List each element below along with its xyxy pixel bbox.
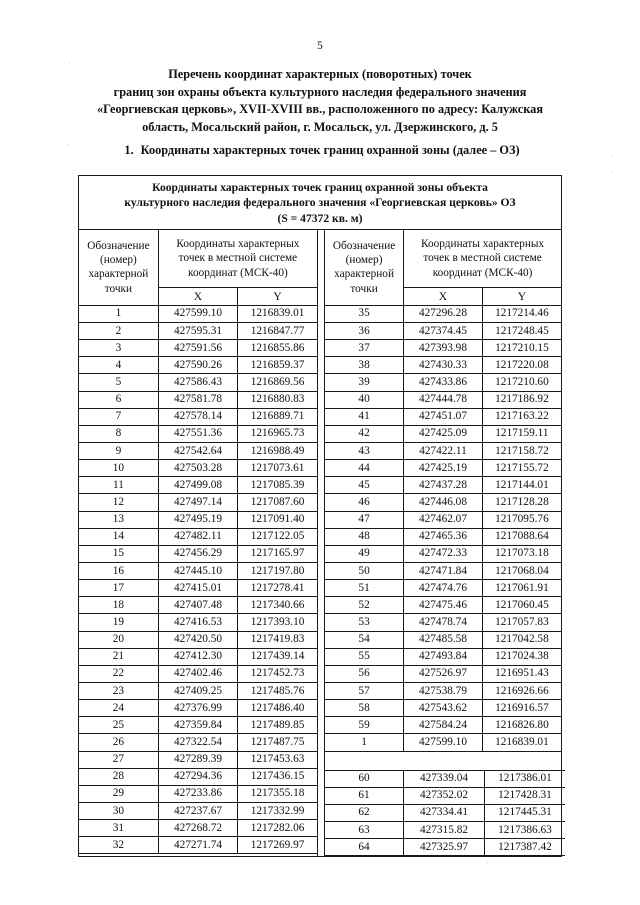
cell-y: 1217278.41 [238,580,317,597]
cell-y: 1217386.63 [485,821,566,838]
table-row [325,682,561,699]
cell-n: 28 [79,768,158,785]
cell-n: 60 [325,770,404,787]
table-row [79,511,317,528]
cell-x: 427296.28 [404,305,483,322]
cell-y: 1216869.56 [238,374,317,391]
cell-n: 3 [79,340,158,357]
cell-n: 26 [79,734,158,751]
cell-x: 427495.19 [158,511,237,528]
scan-speckle [612,155,613,156]
cell-x: 427352.02 [404,787,485,804]
cell-x: 427325.97 [404,839,485,856]
cell-n: 54 [325,631,404,648]
table-row [79,408,317,425]
cell-y: 1217095.76 [482,511,561,528]
cell-n: 41 [325,408,404,425]
cell-x: 427591.56 [158,340,237,357]
cell-n: 1 [325,734,404,751]
cell-y: 1217186.92 [482,391,561,408]
table-row [79,323,317,340]
cell-x: 427485.58 [404,631,483,648]
cell-x: 427415.01 [158,580,237,597]
table-row [79,665,317,682]
cell-x: 427538.79 [404,682,483,699]
cell-n: 43 [325,443,404,460]
table-row [79,374,317,391]
cell-y: 1217155.72 [482,460,561,477]
cell-n: 22 [79,665,158,682]
cell-y: 1217269.97 [238,837,317,854]
cell-x: 427456.29 [158,545,237,562]
table-row [79,425,317,442]
table-row [79,460,317,477]
cell-y: 1217489.85 [238,717,317,734]
table-row [325,477,561,494]
cell-y: 1217122.05 [238,528,317,545]
cell-y: 1217087.60 [238,494,317,511]
table-row [79,563,317,580]
cell-n: 55 [325,648,404,665]
table-row [325,614,561,631]
table-row [325,597,561,614]
cell-x: 427268.72 [158,820,237,837]
cell-y: 1216855.86 [238,340,317,357]
page-number: 5 [317,40,323,52]
cell-y: 1216889.71 [238,408,317,425]
cell-y: 1217060.45 [482,597,561,614]
cell-y: 1216847.77 [238,323,317,340]
cell-n: 4 [79,357,158,374]
cell-n: 64 [325,839,404,856]
cell-x: 427446.08 [404,494,483,511]
right-y-header: Y [482,287,561,305]
table-row [325,665,561,682]
cell-n: 15 [79,545,158,562]
cell-x: 427294.36 [158,768,237,785]
table-row [79,837,317,854]
table-row [79,648,317,665]
table-row [325,443,561,460]
left-y-header: Y [238,287,317,305]
cell-x: 427595.31 [158,323,237,340]
cell-y: 1217214.46 [482,305,561,322]
cell-x: 427339.04 [404,770,485,787]
table-row [79,734,317,751]
cell-x: 427271.74 [158,837,237,854]
cell-n: 32 [79,837,158,854]
cell-n: 52 [325,597,404,614]
cell-x: 427586.43 [158,374,237,391]
cell-n: 37 [325,340,404,357]
cell-y: 1217248.45 [482,323,561,340]
right-table-head [325,230,561,306]
table-row [79,614,317,631]
cell-x: 427409.25 [158,682,237,699]
cell-x: 427374.45 [404,323,483,340]
table-row [325,734,561,751]
cell-n: 56 [325,665,404,682]
cell-n: 1 [79,305,158,322]
section-number: 1. [124,143,134,157]
table-row [325,391,561,408]
table-row [79,477,317,494]
cell-x: 427393.98 [404,340,483,357]
cell-n: 30 [79,802,158,819]
cell-n: 18 [79,597,158,614]
cell-y: 1216988.49 [238,443,317,460]
table-row [325,563,561,580]
cell-n: 49 [325,545,404,562]
cell-y: 1217355.18 [238,785,317,802]
cell-n: 25 [79,717,158,734]
cell-n: 6 [79,391,158,408]
cell-y: 1217428.31 [485,787,566,804]
table-row [325,580,561,597]
left-table-column [79,230,317,855]
left-table-body [79,305,317,854]
cell-y: 1217073.61 [238,460,317,477]
cell-n: 53 [325,614,404,631]
cell-x: 427551.36 [158,425,237,442]
cell-n: 62 [325,804,404,821]
cell-x: 427472.33 [404,545,483,562]
cell-n: 13 [79,511,158,528]
section-title: Координаты характерных точек границ охранной зоны (далее – ОЗ) [140,143,520,157]
cell-n: 8 [79,425,158,442]
cell-y: 1217486.40 [238,700,317,717]
table-row [325,494,561,511]
right-x-header: X [404,287,483,305]
cell-y: 1217197.80 [238,563,317,580]
cell-n: 63 [325,821,404,838]
section-heading [62,142,582,158]
document-title-line-2: границ зон охраны объекта культурного наследия федерального значения [113,84,527,99]
cell-y: 1217042.58 [482,631,561,648]
cell-y: 1217445.31 [485,804,566,821]
cell-x: 427412.30 [158,648,237,665]
table-row [79,700,317,717]
cell-y: 1216951.43 [482,665,561,682]
cell-n: 24 [79,700,158,717]
cell-y: 1217061.91 [482,580,561,597]
cell-y: 1217085.39 [238,477,317,494]
table-row [79,580,317,597]
table-row [79,717,317,734]
cell-x: 427444.78 [404,391,483,408]
scan-speckle [612,172,613,173]
cell-y: 1217386.01 [485,770,566,787]
table-row [325,305,561,322]
cell-y: 1217452.73 [238,665,317,682]
table-row [325,425,561,442]
cell-n: 17 [79,580,158,597]
cell-n: 59 [325,717,404,734]
cell-n: 36 [325,323,404,340]
cell-y: 1217091.40 [238,511,317,528]
table-caption-line-2: культурного наследия федерального значения «Георгиевская церковь» ОЗ [124,196,516,210]
cell-n: 44 [325,460,404,477]
scan-speckle [67,144,68,145]
cell-y: 1217144.01 [482,477,561,494]
right-header-row-group [325,230,561,288]
cell-n: 14 [79,528,158,545]
cell-n: 7 [79,408,158,425]
cell-y: 1217057.83 [482,614,561,631]
cell-y: 1217068.04 [482,563,561,580]
cell-y: 1217487.75 [238,734,317,751]
cell-y: 1216839.01 [238,305,317,322]
table-row [79,802,317,819]
cell-x: 427322.54 [158,734,237,751]
cell-n: 10 [79,460,158,477]
cell-n: 38 [325,357,404,374]
cell-x: 427581.78 [158,391,237,408]
cell-n: 2 [79,323,158,340]
cell-y: 1217436.15 [238,768,317,785]
table-row [79,820,317,837]
cell-y: 1217024.38 [482,648,561,665]
cell-x: 427425.19 [404,460,483,477]
cell-x: 427475.46 [404,597,483,614]
table-divider-column [317,230,325,856]
table-row [325,460,561,477]
cell-n: 45 [325,477,404,494]
cell-y: 1217210.15 [482,340,561,357]
table-row [79,391,317,408]
right-point-header: Обозначение (номер) характерной точки [325,230,404,306]
cell-x: 427542.64 [158,443,237,460]
cell-x: 427402.46 [158,665,237,682]
cell-y: 1216965.73 [238,425,317,442]
table-row [325,804,565,821]
left-coordinates-table [79,230,317,855]
cell-y: 1217088.64 [482,528,561,545]
cell-y: 1217387.42 [485,839,566,856]
left-coords-header: Координаты характерных точек в местной системе координат (МСК-40) [158,230,317,288]
table-row [79,545,317,562]
right-coordinates-table [325,230,561,752]
cell-n: 5 [79,374,158,391]
cell-x: 427233.86 [158,785,237,802]
cell-x: 427499.08 [158,477,237,494]
cell-n: 58 [325,700,404,717]
cell-n: 23 [79,682,158,699]
table-row [325,821,565,838]
cell-x: 427237.67 [158,802,237,819]
cell-n: 20 [79,631,158,648]
cell-x: 427422.11 [404,443,483,460]
left-table-head [79,230,317,306]
cell-n: 16 [79,563,158,580]
cell-n: 31 [79,820,158,837]
coordinates-table [78,175,562,857]
cell-x: 427465.36 [404,528,483,545]
cell-n: 46 [325,494,404,511]
cell-n: 57 [325,682,404,699]
cell-x: 427584.24 [404,717,483,734]
table-row [79,494,317,511]
table-caption [79,176,561,230]
cell-x: 427425.09 [404,425,483,442]
cell-y: 1217073.18 [482,545,561,562]
table-row [325,323,561,340]
document-title-line-3: «Георгиевская церковь», XVII-XVIII вв., расположенного по адресу: Калужская [97,102,543,117]
cell-y: 1217340.66 [238,597,317,614]
table-row [325,511,561,528]
scan-speckle [69,63,70,64]
table-row [325,357,561,374]
cell-x: 427474.76 [404,580,483,597]
cell-n: 11 [79,477,158,494]
cell-y: 1217163.22 [482,408,561,425]
right-table-column [325,230,561,856]
cell-n: 29 [79,785,158,802]
right-coords-header: Координаты характерных точек в местной системе координат (МСК-40) [404,230,561,288]
table-row [79,305,317,322]
cell-y: 1217332.99 [238,802,317,819]
cell-x: 427445.10 [158,563,237,580]
cell-n: 50 [325,563,404,580]
cell-y: 1217393.10 [238,614,317,631]
cell-x: 427578.14 [158,408,237,425]
cell-n: 35 [325,305,404,322]
cell-x: 427359.84 [158,717,237,734]
cell-n: 51 [325,580,404,597]
cell-y: 1217128.28 [482,494,561,511]
right-table-body [325,305,561,751]
cell-x: 427437.28 [404,477,483,494]
table-row [79,443,317,460]
cell-x: 427599.10 [158,305,237,322]
table-caption-line-1: Координаты характерных точек границ охранной зоны объекта [152,181,488,194]
table-row [325,770,565,787]
cell-x: 427433.86 [404,374,483,391]
table-row [79,528,317,545]
right-tail-table-body [325,770,565,856]
table-row [325,700,561,717]
table-caption-area: (S = 47372 кв. м) [277,211,363,225]
cell-x: 427482.11 [158,528,237,545]
cell-n: 48 [325,528,404,545]
table-row [79,751,317,768]
cell-n: 61 [325,787,404,804]
table-row [79,682,317,699]
table-row [325,717,561,734]
cell-y: 1217282.06 [238,820,317,837]
cell-y: 1216839.01 [482,734,561,751]
left-header-row-group [79,230,317,288]
table-row [325,787,565,804]
document-title [62,66,578,136]
cell-n: 47 [325,511,404,528]
cell-y: 1217158.72 [482,443,561,460]
cell-n: 27 [79,751,158,768]
table-row [79,785,317,802]
cell-n: 21 [79,648,158,665]
cell-x: 427497.14 [158,494,237,511]
cell-y: 1217439.14 [238,648,317,665]
cell-x: 427526.97 [404,665,483,682]
left-x-header: X [158,287,237,305]
right-table-spacer [325,752,561,770]
cell-n: 12 [79,494,158,511]
cell-x: 427599.10 [404,734,483,751]
cell-x: 427543.62 [404,700,483,717]
cell-n: 40 [325,391,404,408]
cell-y: 1217220.08 [482,357,561,374]
cell-y: 1216926.66 [482,682,561,699]
table-row [325,545,561,562]
table-row [79,597,317,614]
cell-x: 427471.84 [404,563,483,580]
cell-n: 19 [79,614,158,631]
table-row [325,631,561,648]
cell-y: 1216880.83 [238,391,317,408]
cell-x: 427376.99 [158,700,237,717]
cell-y: 1217159.11 [482,425,561,442]
scan-speckle [487,862,488,863]
table-row [325,408,561,425]
cell-y: 1217419.83 [238,631,317,648]
cell-x: 427416.53 [158,614,237,631]
cell-x: 427430.33 [404,357,483,374]
cell-x: 427420.50 [158,631,237,648]
cell-y: 1217453.63 [238,751,317,768]
right-tail-coordinates-table [325,770,565,857]
cell-x: 427590.26 [158,357,237,374]
left-point-header: Обозначение (номер) характерной точки [79,230,158,306]
cell-y: 1217165.97 [238,545,317,562]
cell-x: 427478.74 [404,614,483,631]
cell-y: 1217485.76 [238,682,317,699]
cell-n: 39 [325,374,404,391]
document-title-line-1: Перечень координат характерных (поворотных) точек [168,67,472,81]
table-row [325,648,561,665]
table-row [325,374,561,391]
table-row [325,528,561,545]
cell-n: 9 [79,443,158,460]
cell-x: 427289.39 [158,751,237,768]
cell-x: 427407.48 [158,597,237,614]
table-row [79,631,317,648]
cell-x: 427503.28 [158,460,237,477]
table-row [325,340,561,357]
table-row [79,768,317,785]
cell-x: 427315.82 [404,821,485,838]
cell-x: 427493.84 [404,648,483,665]
table-row [325,839,565,856]
cell-y: 1217210.60 [482,374,561,391]
twin-table-container [79,230,561,856]
cell-x: 427334.41 [404,804,485,821]
cell-y: 1216826.80 [482,717,561,734]
cell-n: 42 [325,425,404,442]
cell-y: 1216916.57 [482,700,561,717]
cell-x: 427451.07 [404,408,483,425]
table-row [79,340,317,357]
cell-x: 427462.07 [404,511,483,528]
cell-y: 1216859.37 [238,357,317,374]
table-row [79,357,317,374]
document-title-line-4: область, Мосальский район, г. Мосальск, ул. Дзержинского, д. 5 [142,119,498,134]
